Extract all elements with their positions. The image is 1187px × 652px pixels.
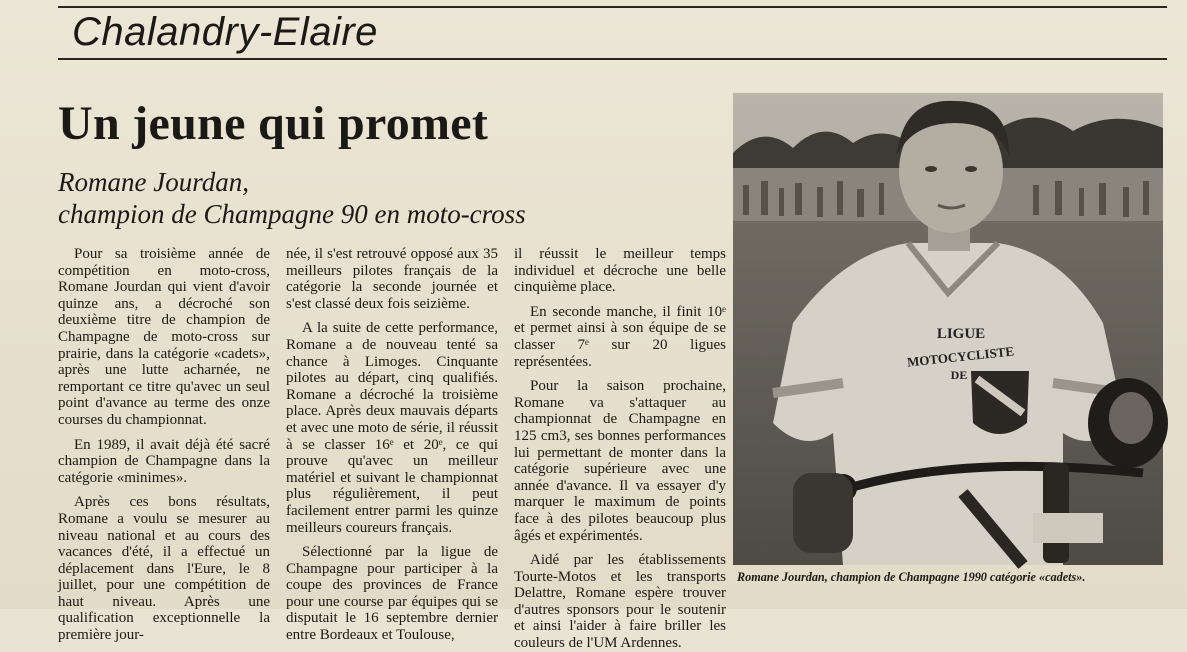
paragraph: Pour sa troisième année de compétition en moto-cross, Romane Jourdan qui vient d'avoir quinze ans, a décroché son deuxième titre de champion de Champagne de moto-cross sur prairie, dans la catégorie «cadets», après une lutte acharnée, ne remportant ce titre qu'avec un seul point d'avance au terme des onze courses du championnat. [58,246,270,428]
article-column-3 [514,246,726,652]
photo-caption: Romane Jourdan, champion de Champagne 1990 catégorie «cadets». [737,570,1086,584]
paragraph: En 1989, il avait déjà été sacré champion de Champagne dans la catégorie «minimes». [58,436,270,486]
jersey-text-line-2: MOTOCYCLISTE [906,343,1015,370]
article-body [58,246,728,652]
headline: Un jeune qui promet [58,97,489,150]
paragraph: Aidé par les établissements Tourte-Motos et les transports Delattre, Romane espère trouver d'autres sponsors pour le soutenir et ainsi l'aider à faire briller les couleurs de l'UM Ardennes. [514,552,726,652]
paragraph: Après ces bons résultats, Romane a voulu se mesurer au niveau national et au cours des vacances d'été, il a effectué un déplacement dans l'Eure, le 8 juillet, pour une compétition de haut niveau. Après une qualification exceptionnelle la première jour- [58,494,270,644]
paragraph: En seconde manche, il finit 10ᵉ et permet ainsi à son équipe de se classer 7ᵉ sur 20 ligues représentées. [514,303,726,370]
jersey-text-line-3: DE [950,368,968,382]
paragraph: née, il s'est retrouvé opposé aux 35 meilleurs pilotes français de la catégorie la seconde journée et s'est classé deux fois seizième. [286,246,498,312]
section-rubric: Chalandry-Elaire [72,10,378,54]
article-column-1 [58,246,270,644]
subheadline-line-1: Romane Jourdan, [58,167,249,197]
jersey-text-line-1: LIGUE [936,326,986,342]
rider-photo [733,93,1163,565]
top-rule [58,6,1167,8]
paragraph: il réussit le meilleur temps individuel et décroche une belle cinquième place. [514,246,726,296]
paragraph: A la suite de cette performance, Romane a de nouveau tenté sa chance à Limoges. Cinquante pilotes au départ, cinq qualifiés. Romane a décroché la troisième place. Après deux mauvais départs et avec une moto de série, il réussit à se classer 16ᵉ et 20ᵉ, ce qui prouve qu'avec un meilleur matériel et suivant le championnat plus régulièrement, il peut facilement entrer parmi les quinze meilleurs coureurs français. [286,320,498,536]
rubric-rule [58,58,1167,60]
reverse-side-bleed [330,0,750,90]
subheadline [58,166,718,230]
paragraph: Sélectionné par la ligue de Champagne pour participer à la coupe des provinces de France pour une course par équipes qui se disputait le 16 septembre dernier entre Bordeaux et Toulouse, [286,544,498,644]
article-column-2 [286,246,498,644]
rider-photo-illustration [733,93,1163,565]
subheadline-line-2: champion de Champagne 90 en moto-cross [58,199,526,229]
paragraph: Pour la saison prochaine, Romane va s'attaquer au championnat de Champagne en 125 cm3, ses bonnes performances lui permettant de monter dans la catégorie supérieure avec une année d'avance. Il va essayer d'y marquer le maximum de points face à des pilotes beaucoup plus âgés et expérimentés. [514,378,726,544]
